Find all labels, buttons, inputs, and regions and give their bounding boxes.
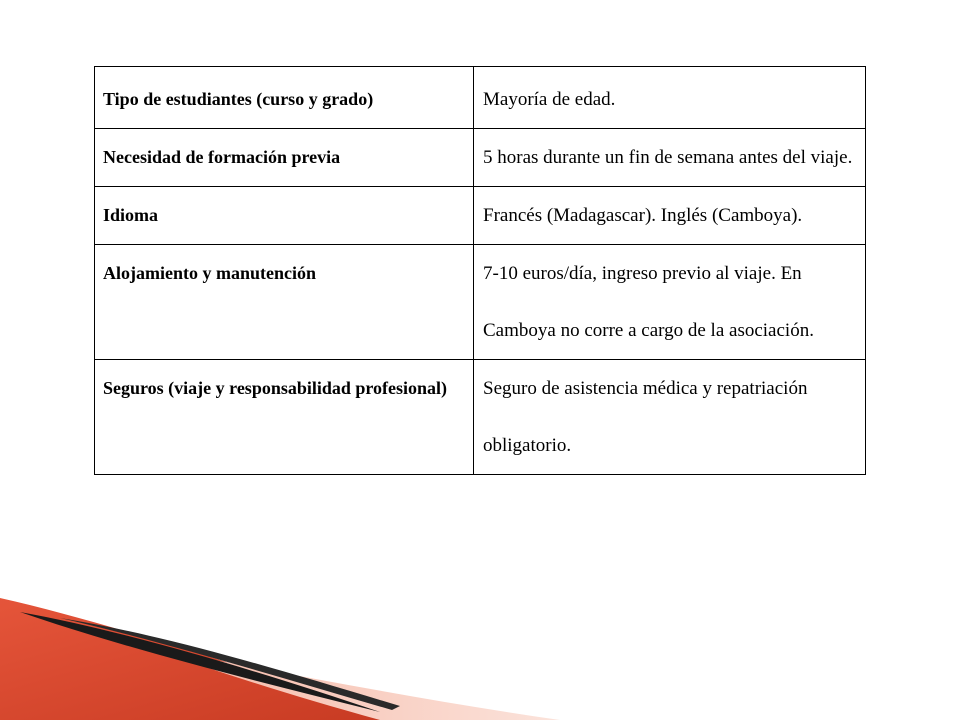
row-value: Seguro de asistencia médica y repatriación obligatorio.	[483, 378, 808, 456]
table-row	[95, 360, 866, 475]
row-value-cell	[474, 67, 866, 129]
table-row	[95, 67, 866, 129]
dark-swoosh-shape	[20, 612, 380, 712]
row-label-cell	[95, 129, 474, 187]
info-table	[94, 66, 866, 475]
row-value: 7-10 euros/día, ingreso previo al viaje. En Camboya no corre a cargo de la asociación.	[483, 263, 814, 341]
row-value-cell	[474, 360, 866, 475]
table-row	[95, 187, 866, 245]
table-row	[95, 129, 866, 187]
row-value: Francés (Madagascar). Inglés (Camboya).	[483, 205, 803, 226]
row-label-cell	[95, 360, 474, 475]
row-label: Seguros (viaje y responsabilidad profesional)	[103, 378, 448, 398]
row-label: Necesidad de formación previa	[103, 147, 341, 167]
dark-swoosh-thin-shape	[60, 618, 400, 710]
row-label: Tipo de estudiantes (curso y grado)	[103, 89, 374, 109]
red-wedge-shape	[0, 598, 420, 720]
row-label-cell	[95, 245, 474, 360]
light-wedge-shape	[150, 648, 560, 720]
row-label-cell	[95, 187, 474, 245]
row-label-cell	[95, 67, 474, 129]
row-value: Mayoría de edad.	[483, 89, 616, 110]
row-label: Alojamiento y manutención	[103, 263, 316, 283]
row-value-cell	[474, 129, 866, 187]
row-value-cell	[474, 245, 866, 360]
row-label: Idioma	[103, 205, 159, 225]
row-value-cell	[474, 187, 866, 245]
row-value: 5 horas durante un fin de semana antes del viaje.	[483, 147, 853, 168]
table-row	[95, 245, 866, 360]
